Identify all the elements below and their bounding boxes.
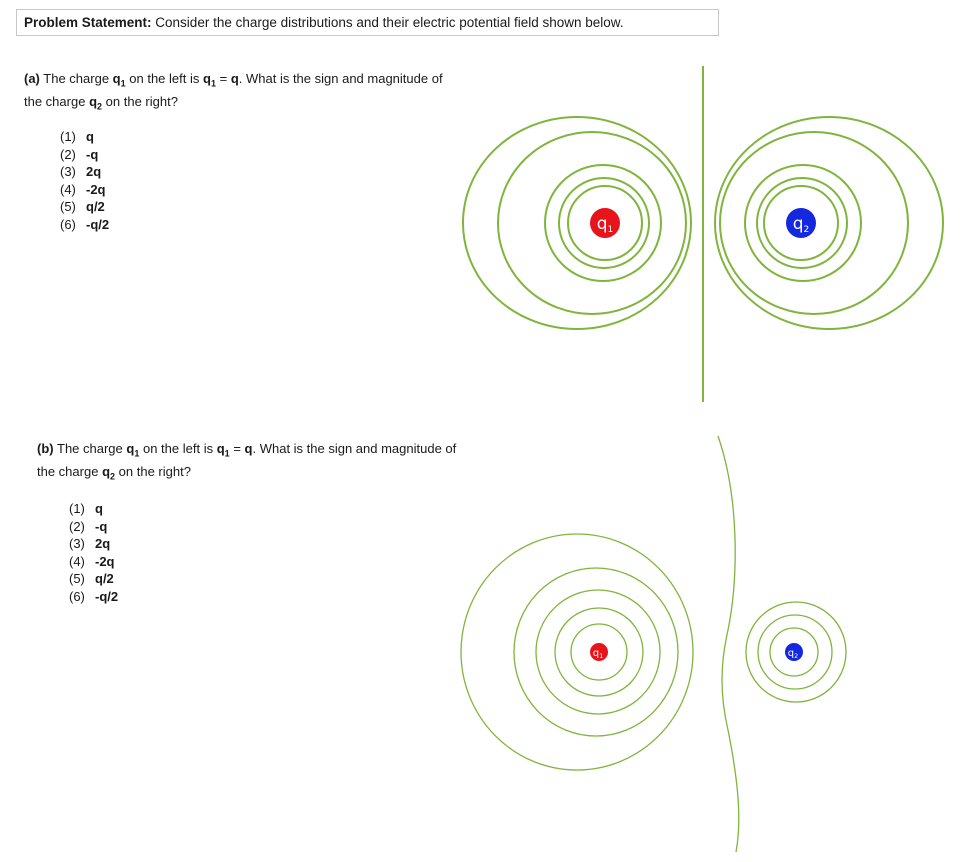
diagram-b-separator-curve	[718, 436, 739, 852]
question-b-q-value: q	[244, 441, 253, 456]
question-b-text-2: on the left is	[142, 441, 214, 456]
option-part_b-4[interactable]	[69, 553, 118, 571]
diagram-b	[440, 430, 940, 855]
option-number: (1)	[60, 129, 76, 144]
question-b-text-1: The charge	[57, 441, 123, 456]
question-a-q1-eq: $q_1$	[203, 71, 216, 89]
option-part_a-3[interactable]	[60, 163, 109, 181]
option-value: -q	[95, 518, 108, 534]
option-value: q	[86, 129, 94, 144]
question-a-q1: $q_1$	[112, 71, 126, 89]
question-a	[24, 70, 454, 115]
question-b-eq: =	[233, 441, 241, 456]
problem-statement	[16, 9, 719, 36]
option-part_b-1[interactable]	[69, 500, 118, 518]
option-number: (4)	[69, 553, 85, 569]
option-number: (6)	[60, 216, 76, 232]
option-value: q/2	[86, 199, 105, 214]
question-b-text-4: on the right?	[118, 463, 191, 479]
option-number: (3)	[60, 164, 76, 179]
question-b-q1: $q_1$	[126, 441, 140, 459]
option-value: q/2	[95, 571, 114, 586]
problem-statement-label: Problem Statement:	[24, 15, 152, 30]
question-b-q1-eq: $q_1$	[216, 441, 230, 459]
diagram-a-q2-label: q2	[792, 214, 810, 235]
diagram-b-q1-label: $q_1$	[592, 648, 604, 660]
option-part_b-2[interactable]	[69, 518, 118, 536]
question-a-text-4: on the right?	[105, 93, 178, 109]
option-number: (5)	[69, 571, 85, 586]
problem-statement-text: Consider the charge distributions and their electric potential field shown below.	[155, 15, 624, 30]
option-number: (5)	[60, 199, 76, 214]
option-value: -q/2	[86, 216, 110, 232]
option-number: (2)	[69, 518, 85, 534]
option-value: 2q	[95, 536, 111, 551]
diagram-b-left-ring-5	[461, 534, 693, 770]
option-part_b-3[interactable]	[69, 535, 118, 553]
question-a-eq: =	[219, 71, 228, 86]
diagram-a	[460, 60, 940, 410]
option-value: -q	[86, 146, 99, 162]
options-a	[60, 128, 109, 233]
option-value: q	[95, 501, 103, 516]
question-a-text-2: on the left is	[129, 71, 200, 86]
option-number: (6)	[69, 588, 85, 604]
option-number: (3)	[69, 536, 85, 551]
option-value: -q/2	[95, 588, 119, 604]
question-b	[37, 440, 467, 485]
option-number: (1)	[69, 501, 85, 516]
option-part_a-4[interactable]	[60, 181, 109, 199]
question-a-q-value: q	[230, 71, 239, 86]
question-b-q2: $q_2$	[102, 463, 116, 482]
option-value: -2q	[86, 181, 106, 197]
question-b-text-3: . What is the sign and magnitude of the charge	[37, 441, 457, 479]
question-a-label: (a)	[24, 71, 40, 86]
question-a-text-1: The charge	[43, 71, 110, 86]
option-number: (4)	[60, 181, 76, 197]
options-b	[69, 500, 118, 605]
question-a-q2: $q_2$	[89, 93, 103, 112]
question-a-text-3: . What is the sign and magnitude of the charge	[24, 71, 443, 109]
diagram-a-q1-label: q1	[596, 214, 614, 235]
option-part_a-6[interactable]	[60, 216, 109, 234]
option-value: 2q	[86, 164, 102, 179]
option-number: (2)	[60, 146, 76, 162]
diagram-b-q2-label: $q_2$	[787, 648, 799, 660]
option-value: -2q	[95, 553, 115, 569]
question-b-label: (b)	[37, 441, 54, 456]
option-part_a-5[interactable]	[60, 198, 109, 216]
option-part_a-2[interactable]	[60, 146, 109, 164]
option-part_b-5[interactable]	[69, 570, 118, 588]
option-part_a-1[interactable]	[60, 128, 109, 146]
option-part_b-6[interactable]	[69, 588, 118, 606]
